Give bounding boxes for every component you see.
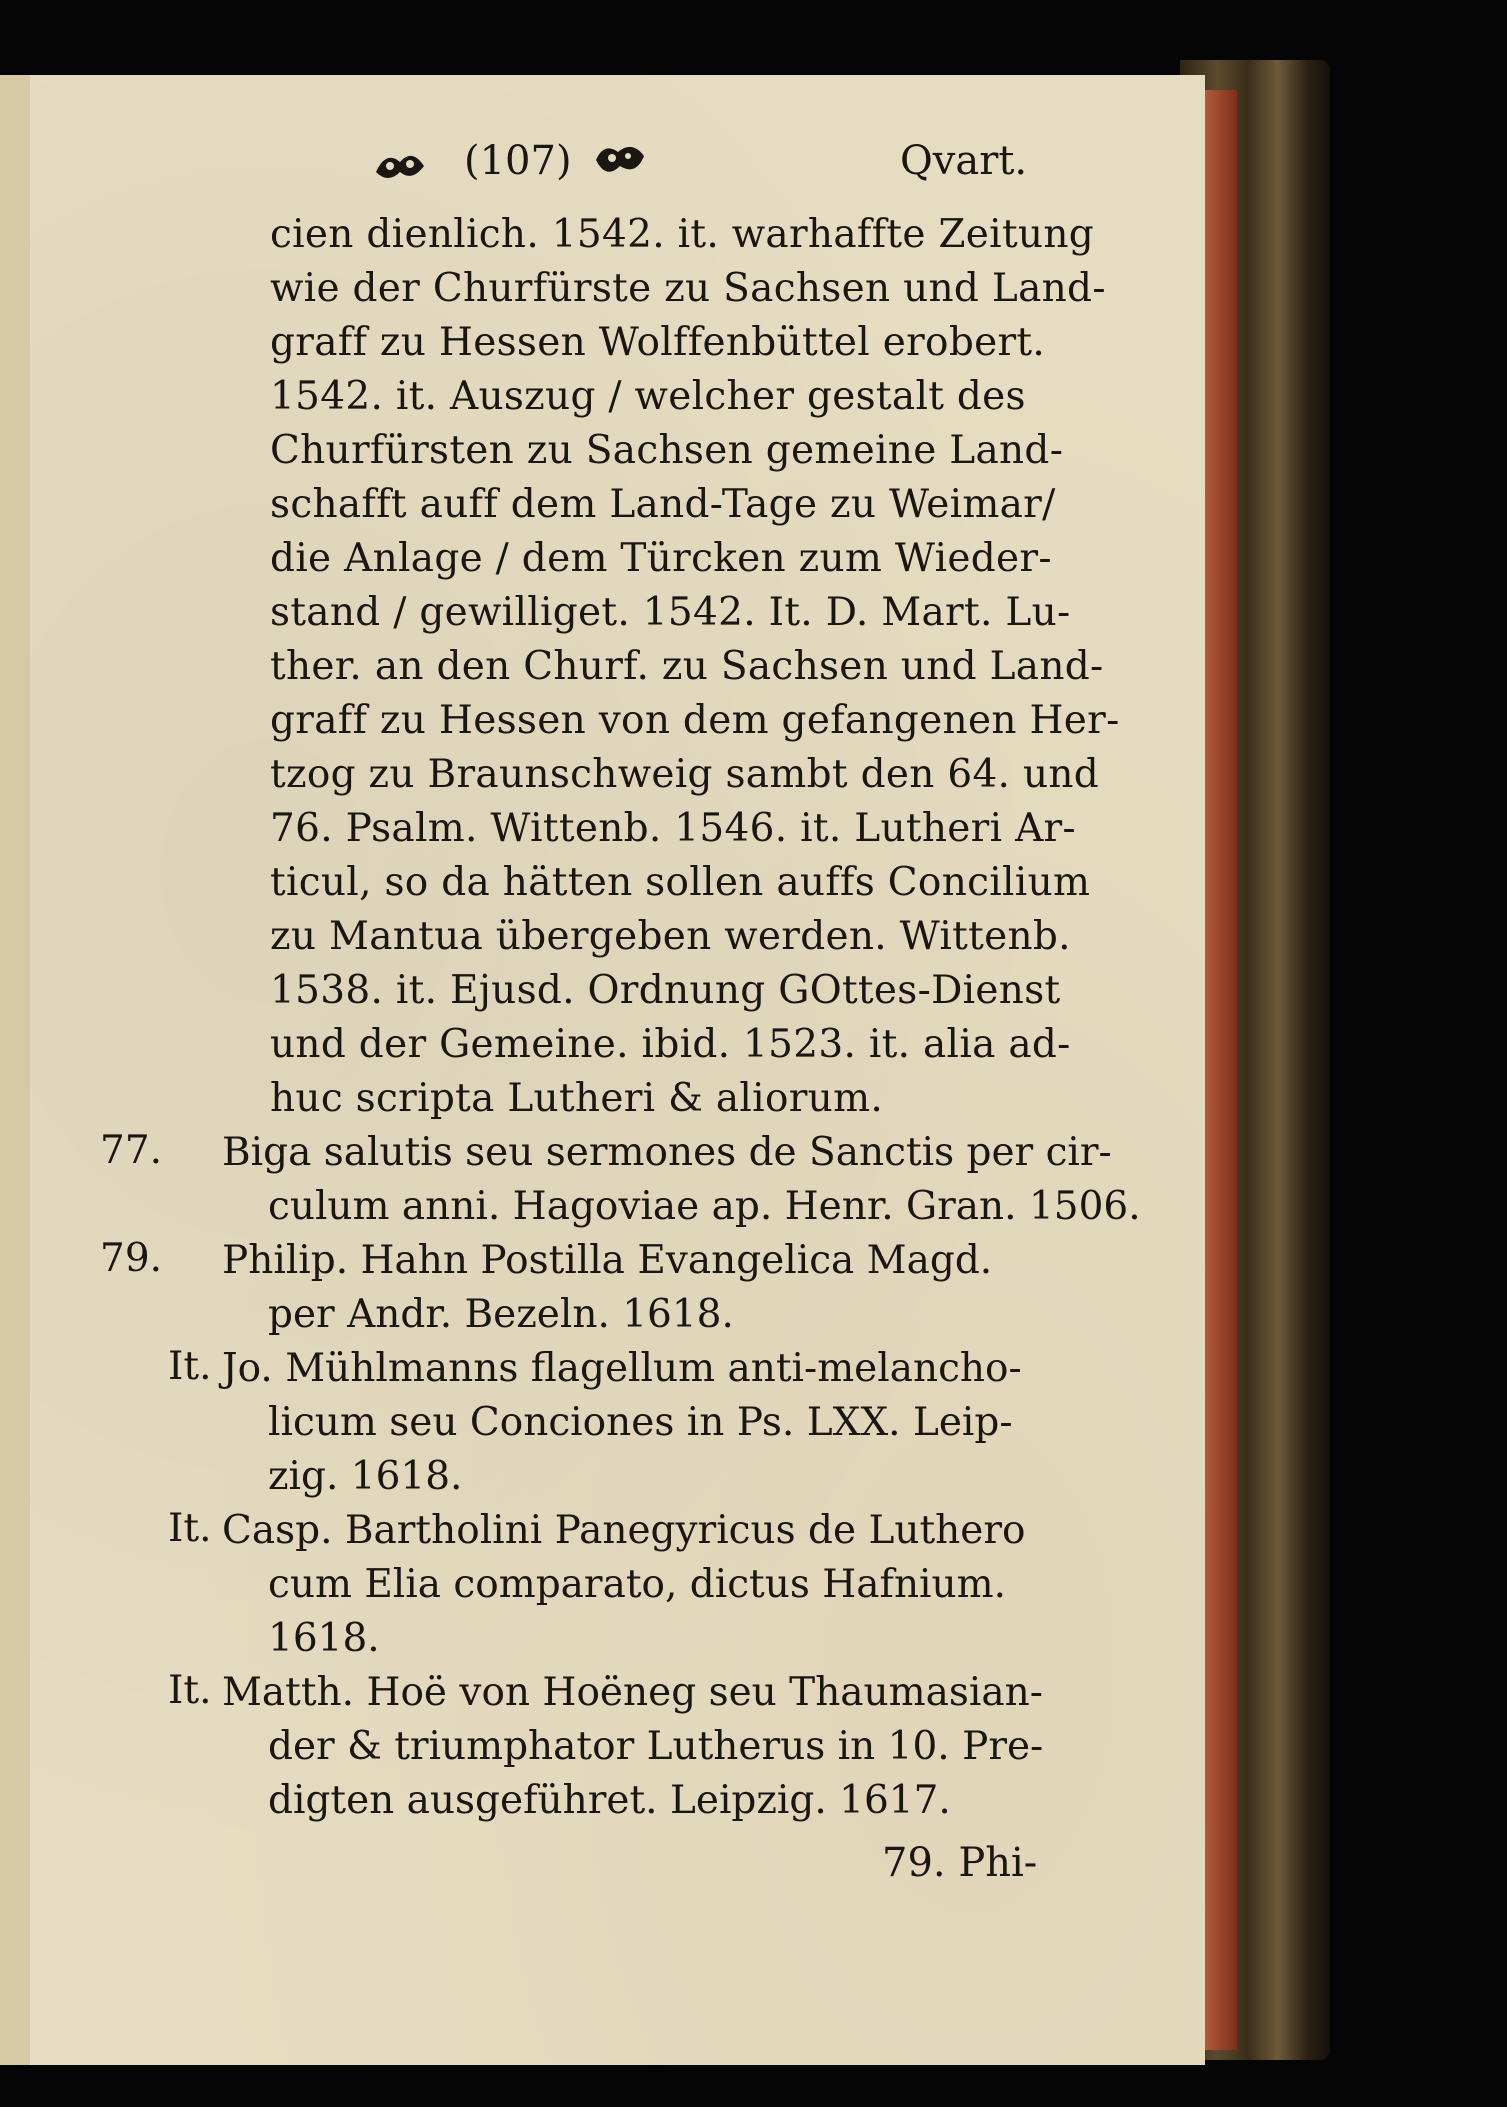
body-line: schafft auff dem Land-Tage zu Weimar/ (270, 482, 1056, 527)
facing-page-edge (0, 75, 30, 2065)
entry-line: 1618. (268, 1616, 380, 1661)
entry-number: 79. (100, 1236, 163, 1281)
entry-line: culum anni. Hagoviae ap. Henr. Gran. 1506. (268, 1184, 1141, 1229)
body-line: Churfürsten zu Sachsen gemeine Land- (270, 428, 1064, 473)
ornament-left-icon (372, 142, 428, 186)
body-line: graff zu Hessen Wolffenbüttel erobert. (270, 320, 1046, 365)
entry-line: Casp. Bartholini Panegyricus de Luthero (222, 1508, 1026, 1553)
page-red-edge (1205, 90, 1237, 2050)
entry-line: digten ausgeführet. Leipzig. 1617. (268, 1778, 951, 1823)
body-line: ticul, so da hätten sollen auffs Concilium (270, 860, 1091, 905)
body-line: 76. Psalm. Wittenb. 1546. it. Lutheri Ar- (270, 806, 1076, 851)
body-line: die Anlage / dem Türcken zum Wieder- (270, 536, 1052, 581)
body-line: wie der Churfürste zu Sachsen und Land- (270, 266, 1106, 311)
footer-catchword: 79. Phi- (882, 1840, 1038, 1886)
body-line: cien dienlich. 1542. it. warhaffte Zeitung (270, 212, 1095, 257)
body-line: tzog zu Braunschweig sambt den 64. und (270, 752, 1100, 797)
body-line: huc scripta Lutheri & aliorum. (270, 1076, 884, 1121)
body-line: zu Mantua übergeben werden. Wittenb. (270, 914, 1071, 959)
item-marker: It. (168, 1344, 212, 1389)
item-marker: It. (168, 1506, 212, 1551)
entry-number: 77. (100, 1128, 163, 1173)
ornament-right-icon (592, 138, 648, 182)
body-line: ther. an den Churf. zu Sachsen und Land- (270, 644, 1104, 689)
body-line: graff zu Hessen von dem gefangenen Her- (270, 698, 1120, 743)
entry-line: cum Elia comparato, dictus Hafnium. (268, 1562, 1007, 1607)
page-number: (107) (464, 138, 572, 184)
entry-line: zig. 1618. (268, 1454, 463, 1499)
entry-line: Jo. Mühlmanns flagellum anti-melancho- (222, 1346, 1022, 1391)
entry-line: licum seu Conciones in Ps. LXX. Leip- (268, 1400, 1013, 1445)
entry-line: Matth. Hoë von Hoëneg seu Thaumasian- (222, 1670, 1043, 1715)
body-line: 1538. it. Ejusd. Ordnung GOttes-Dienst (270, 968, 1061, 1013)
body-line: und der Gemeine. ibid. 1523. it. alia ad- (270, 1022, 1071, 1067)
item-marker: It. (168, 1668, 212, 1713)
entry-line: Philip. Hahn Postilla Evangelica Magd. (222, 1238, 993, 1283)
entry-line: Biga salutis seu sermones de Sanctis per cir- (222, 1130, 1112, 1175)
entry-line: der & triumphator Lutherus in 10. Pre- (268, 1724, 1044, 1769)
body-line: 1542. it. Auszug / welcher gestalt des (270, 374, 1026, 419)
body-line: stand / gewilliget. 1542. It. D. Mart. Lu- (270, 590, 1071, 635)
header-catchword: Qvart. (900, 138, 1028, 184)
entry-line: per Andr. Bezeln. 1618. (268, 1292, 734, 1337)
